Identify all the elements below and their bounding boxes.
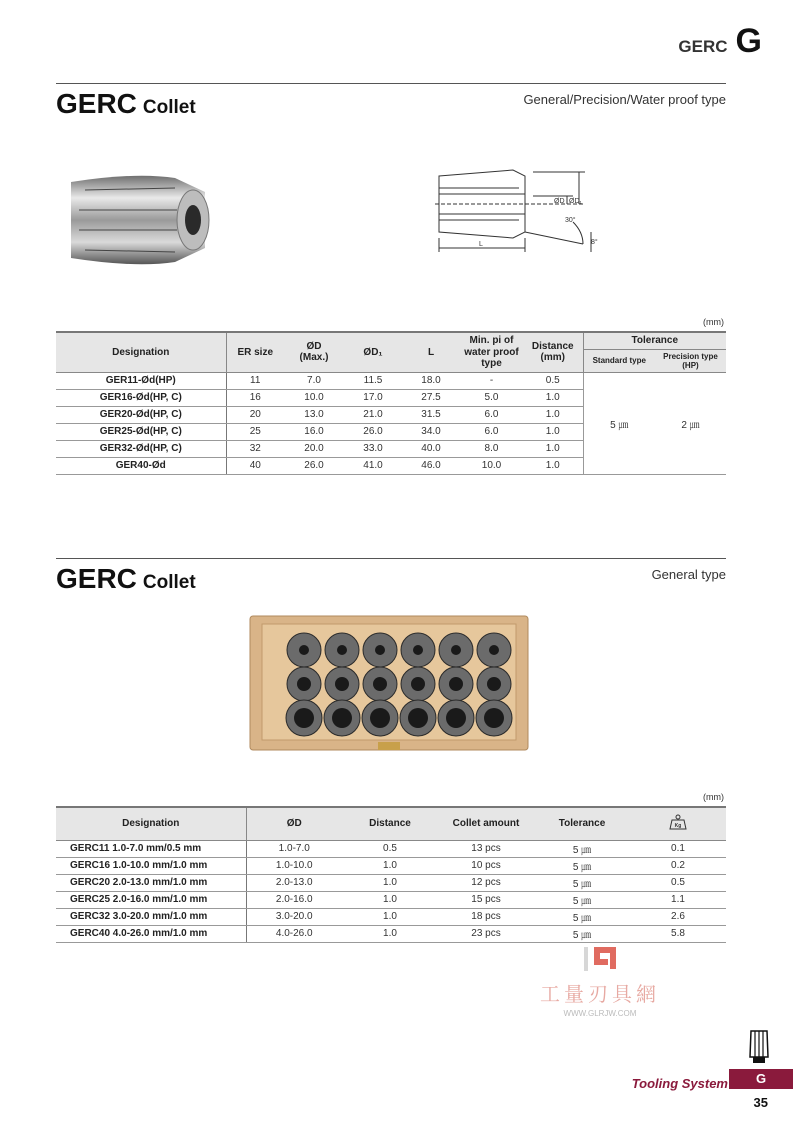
- cell-er-size: 11: [226, 372, 284, 389]
- table-row: [56, 857, 726, 874]
- watermark: [530, 945, 670, 1018]
- table-row: [56, 925, 726, 942]
- cell-l: 46.0: [402, 457, 460, 474]
- cell-er-size: 20: [226, 406, 284, 423]
- col-tolerance: Tolerance: [534, 807, 630, 840]
- cell-tolerance: 5 ㎛: [534, 925, 630, 942]
- cell-od1: 11.5: [344, 372, 402, 389]
- col-standard-type: Standard type: [583, 349, 655, 372]
- watermark-text: 工量刃具網: [540, 984, 660, 1006]
- cell-designation: GER40-Ød: [56, 457, 226, 474]
- drawing-label-angle2: 8°: [591, 239, 598, 246]
- section1-rule: [56, 83, 726, 84]
- cell-od1: 21.0: [344, 406, 402, 423]
- svg-text:Kg: Kg: [674, 823, 682, 829]
- cell-min-pi: 10.0: [460, 457, 523, 474]
- drawing-label-d: ØD: [554, 198, 565, 205]
- cell-designation: GER25-Ød(HP, C): [56, 423, 226, 440]
- section2-title-sub: Collet: [142, 572, 196, 593]
- cell-l: 34.0: [402, 423, 460, 440]
- section2-title: [56, 563, 196, 595]
- col-l: L: [402, 332, 460, 372]
- cell-tolerance: 5 ㎛: [534, 840, 630, 857]
- cell-distance: 1.0: [523, 457, 583, 474]
- cell-tolerance: 5 ㎛: [534, 891, 630, 908]
- cell-l: 31.5: [402, 406, 460, 423]
- cell-l: 40.0: [402, 440, 460, 457]
- cell-od: 1.0-10.0: [246, 857, 342, 874]
- drawing-label-l: L: [479, 241, 483, 248]
- col-distance: Distance: [342, 807, 438, 840]
- cell-od: 2.0-16.0: [246, 891, 342, 908]
- drawing-label-d1: ØD₁: [569, 198, 582, 205]
- page-number: 35: [753, 1095, 768, 1110]
- cell-min-pi: -: [460, 372, 523, 389]
- cell-distance: 1.0: [342, 925, 438, 942]
- col-weight: [630, 807, 726, 840]
- cell-tol-standard: 5 ㎛: [583, 372, 655, 474]
- cell-od: 26.0: [284, 457, 344, 474]
- section1-title-sub: Collet: [142, 97, 196, 118]
- cell-od: 3.0-20.0: [246, 908, 342, 925]
- cell-designation: GER32-Ød(HP, C): [56, 440, 226, 457]
- cell-od: 10.0: [284, 389, 344, 406]
- spec-table-1: [56, 331, 726, 475]
- col-er-size: ER size: [226, 332, 284, 372]
- cell-l: 27.5: [402, 389, 460, 406]
- cell-od: 4.0-26.0: [246, 925, 342, 942]
- collet-photo: [65, 170, 213, 270]
- cell-min-pi: 5.0: [460, 389, 523, 406]
- collet-set-photo: [248, 614, 530, 754]
- section1-title: [56, 88, 196, 120]
- col-designation: Designation: [56, 807, 246, 840]
- col-min-pi: Min. pi of water proof type: [460, 332, 523, 372]
- section2-subtitle: General type: [651, 567, 726, 582]
- cell-er-size: 16: [226, 389, 284, 406]
- table-row: [56, 908, 726, 925]
- chapter-letter: G: [735, 22, 762, 60]
- col-distance: Distance (mm): [523, 332, 583, 372]
- cell-od: 2.0-13.0: [246, 874, 342, 891]
- table-row: [56, 874, 726, 891]
- cell-collet-amount: 13 pcs: [438, 840, 534, 857]
- cell-l: 18.0: [402, 372, 460, 389]
- table-row: [56, 840, 726, 857]
- cell-designation: GERC40 4.0-26.0 mm/1.0 mm: [56, 925, 246, 942]
- cell-designation: GER20-Ød(HP, C): [56, 406, 226, 423]
- cell-weight: 0.2: [630, 857, 726, 874]
- col-od: ØD (Max.): [284, 332, 344, 372]
- weight-kg-icon: [669, 814, 687, 830]
- cell-distance: 1.0: [523, 423, 583, 440]
- cell-min-pi: 6.0: [460, 423, 523, 440]
- collet-footer-icon: [748, 1027, 770, 1065]
- cell-od1: 26.0: [344, 423, 402, 440]
- drawing-label-angle1: 30°: [565, 217, 576, 224]
- cell-weight: 5.8: [630, 925, 726, 942]
- cell-distance: 1.0: [523, 389, 583, 406]
- cell-designation: GERC32 3.0-20.0 mm/1.0 mm: [56, 908, 246, 925]
- chapter-code: GERC: [678, 37, 728, 56]
- cell-designation: GER16-Ød(HP, C): [56, 389, 226, 406]
- collet-drawing: [433, 162, 603, 256]
- cell-distance: 0.5: [342, 840, 438, 857]
- col-od: ØD: [246, 807, 342, 840]
- cell-er-size: 40: [226, 457, 284, 474]
- table-row: [56, 891, 726, 908]
- cell-collet-amount: 18 pcs: [438, 908, 534, 925]
- cell-collet-amount: 10 pcs: [438, 857, 534, 874]
- cell-distance: 1.0: [342, 891, 438, 908]
- cell-od1: 33.0: [344, 440, 402, 457]
- section1-subtitle: General/Precision/Water proof type: [523, 92, 726, 107]
- cell-distance: 1.0: [342, 874, 438, 891]
- cell-weight: 1.1: [630, 891, 726, 908]
- cell-er-size: 32: [226, 440, 284, 457]
- col-tolerance: Tolerance: [583, 332, 726, 349]
- col-designation: Designation: [56, 332, 226, 372]
- cell-od1: 17.0: [344, 389, 402, 406]
- spec-table-2: [56, 806, 726, 943]
- col-collet-amount: Collet amount: [438, 807, 534, 840]
- watermark-logo-icon: [580, 945, 620, 973]
- cell-designation: GERC16 1.0-10.0 mm/1.0 mm: [56, 857, 246, 874]
- cell-od: 7.0: [284, 372, 344, 389]
- cell-weight: 0.5: [630, 874, 726, 891]
- cell-tolerance: 5 ㎛: [534, 857, 630, 874]
- cell-designation: GERC11 1.0-7.0 mm/0.5 mm: [56, 840, 246, 857]
- footer-label: Tooling System: [631, 1076, 728, 1091]
- cell-od: 16.0: [284, 423, 344, 440]
- cell-collet-amount: 12 pcs: [438, 874, 534, 891]
- section2-rule: [56, 558, 726, 559]
- cell-collet-amount: 23 pcs: [438, 925, 534, 942]
- cell-distance: 1.0: [342, 908, 438, 925]
- footer-chapter-tab: G: [729, 1069, 793, 1089]
- cell-min-pi: 8.0: [460, 440, 523, 457]
- cell-tol-precision: 2 ㎛: [655, 372, 726, 474]
- cell-od: 13.0: [284, 406, 344, 423]
- cell-weight: 0.1: [630, 840, 726, 857]
- cell-distance: 1.0: [342, 857, 438, 874]
- cell-designation: GER11-Ød(HP): [56, 372, 226, 389]
- cell-collet-amount: 15 pcs: [438, 891, 534, 908]
- chapter-header: [678, 22, 762, 61]
- cell-od: 20.0: [284, 440, 344, 457]
- col-precision-type: Precision type (HP): [655, 349, 726, 372]
- cell-designation: GERC25 2.0-16.0 mm/1.0 mm: [56, 891, 246, 908]
- cell-distance: 0.5: [523, 372, 583, 389]
- section1-title-main: GERC: [56, 88, 137, 119]
- cell-tolerance: 5 ㎛: [534, 908, 630, 925]
- cell-er-size: 25: [226, 423, 284, 440]
- section1-unit: (mm): [703, 317, 724, 327]
- cell-tolerance: 5 ㎛: [534, 874, 630, 891]
- table-row: [56, 372, 726, 389]
- cell-distance: 1.0: [523, 440, 583, 457]
- cell-distance: 1.0: [523, 406, 583, 423]
- watermark-url: WWW.GLRJW.COM: [563, 1009, 637, 1018]
- section2-title-main: GERC: [56, 563, 137, 594]
- cell-designation: GERC20 2.0-13.0 mm/1.0 mm: [56, 874, 246, 891]
- cell-min-pi: 6.0: [460, 406, 523, 423]
- col-od1: ØD₁: [344, 332, 402, 372]
- cell-od: 1.0-7.0: [246, 840, 342, 857]
- cell-weight: 2.6: [630, 908, 726, 925]
- section2-unit: (mm): [703, 792, 724, 802]
- cell-od1: 41.0: [344, 457, 402, 474]
